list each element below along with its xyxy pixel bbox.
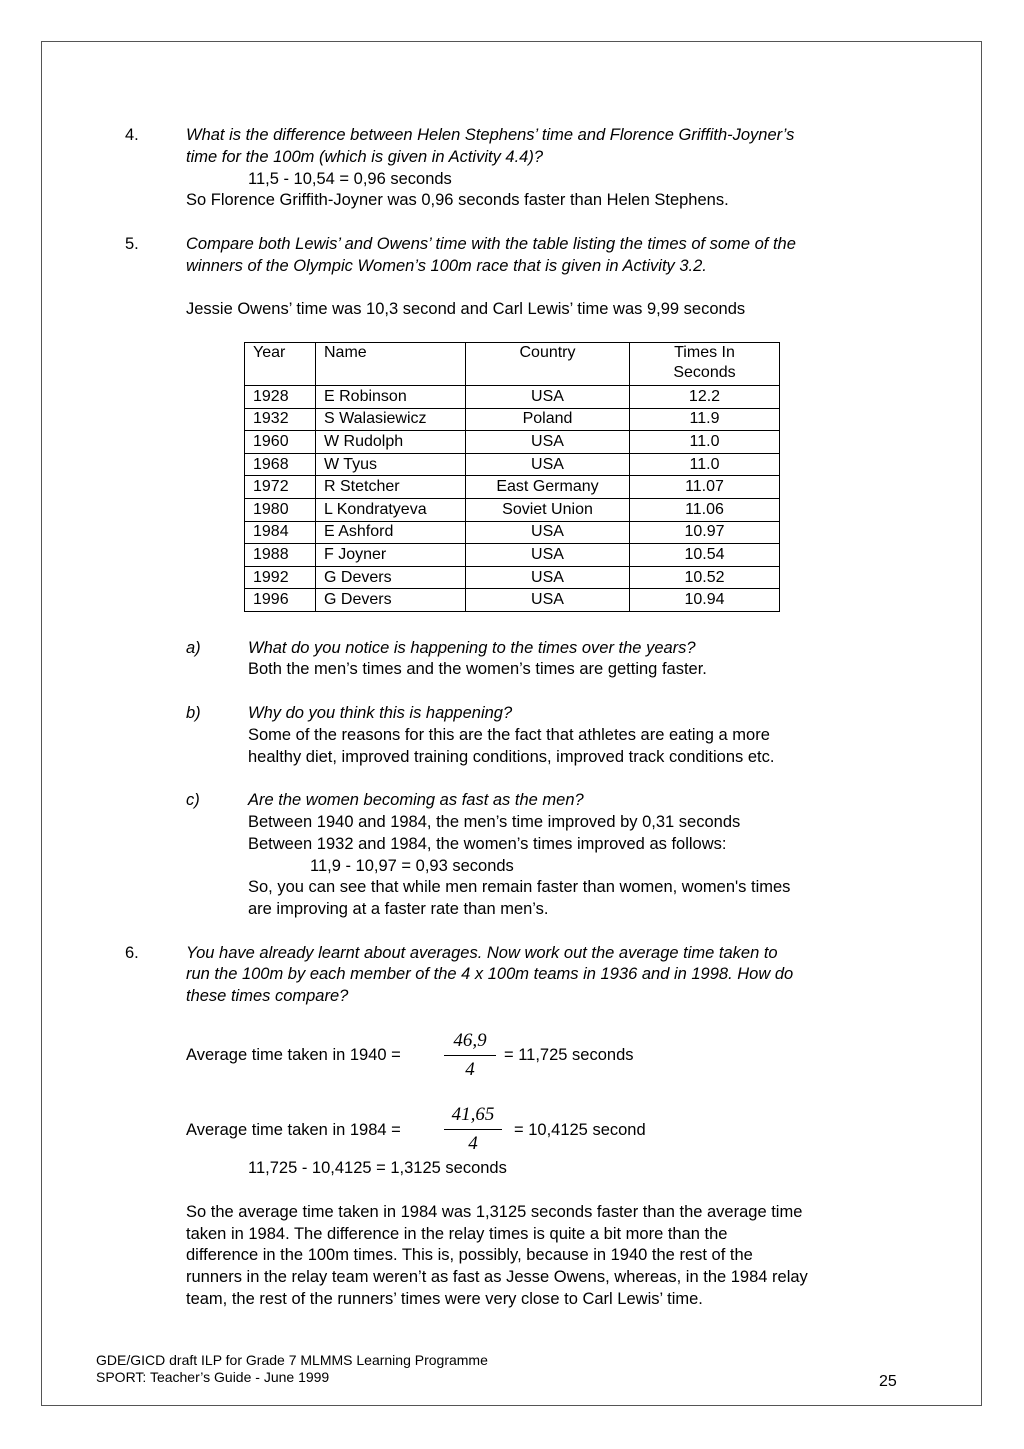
q6-conclusion-line4: runners in the relay team weren’t as fast as Jesse Owens, whereas, in the 1984 relay <box>186 1268 808 1286</box>
avg1940-denominator: 4 <box>465 1059 475 1080</box>
cell-year: 1932 <box>245 408 316 431</box>
q5c-line4: are improving at a faster rate than men’s. <box>248 900 549 918</box>
avg1940-label: Average time taken in 1940 = <box>186 1046 401 1064</box>
q5c-line2: Between 1932 and 1984, the women’s times improved as follows: <box>248 835 727 853</box>
cell-year: 1980 <box>245 498 316 521</box>
q6-conclusion-line5: team, the rest of the runners’ times were very close to Carl Lewis’ time. <box>186 1290 703 1308</box>
header-country: Country <box>466 343 630 386</box>
q5c-calculation: 11,9 - 10,97 = 0,93 seconds <box>310 857 514 875</box>
q5b-question: Why do you think this is happening? <box>248 704 513 722</box>
q5c-label: c) <box>186 791 200 809</box>
cell-name: L Kondratyeva <box>316 498 466 521</box>
cell-time: 10.54 <box>630 544 780 567</box>
table-row <box>245 566 780 589</box>
q5-question-line1: Compare both Lewis’ and Owens’ time with the table listing the times of some of the <box>186 235 796 253</box>
cell-time: 10.97 <box>630 521 780 544</box>
q6-question-line3: these times compare? <box>186 987 349 1005</box>
footer-line1: GDE/GICD draft ILP for Grade 7 MLMMS Learning Programme <box>96 1352 488 1368</box>
cell-name: F Joyner <box>316 544 466 567</box>
q5-question-line2: winners of the Olympic Women’s 100m race that is given in Activity 3.2. <box>186 257 707 275</box>
cell-time: 11.0 <box>630 431 780 454</box>
q6-question-line2: run the 100m by each member of the 4 x 100m teams in 1936 and in 1998. How do <box>186 965 794 983</box>
cell-time: 11.06 <box>630 498 780 521</box>
q6-conclusion-line2: taken in 1984. The difference in the relay times is quite a bit more than the <box>186 1225 728 1243</box>
table-row <box>245 408 780 431</box>
table-row <box>245 498 780 521</box>
cell-country: USA <box>466 521 630 544</box>
avg1940-fraction <box>444 1030 496 1081</box>
q5c-line3: So, you can see that while men remain faster than women, women's times <box>248 878 791 896</box>
cell-year: 1968 <box>245 453 316 476</box>
q6-number: 6. <box>125 944 139 962</box>
cell-time: 12.2 <box>630 386 780 409</box>
cell-country: USA <box>466 386 630 409</box>
header-times-line2: Seconds <box>673 364 736 381</box>
q5-statement: Jessie Owens’ time was 10,3 second and Carl Lewis’ time was 9,99 seconds <box>186 300 746 318</box>
footer-line2: SPORT: Teacher’s Guide - June 1999 <box>96 1369 330 1385</box>
page-number: 25 <box>879 1373 897 1390</box>
cell-country: USA <box>466 431 630 454</box>
table-row <box>245 431 780 454</box>
header-times-line1: Times In <box>674 344 735 361</box>
q4-question-line2: time for the 100m (which is given in Activity 4.4)? <box>186 148 544 166</box>
q5b-answer-line2: healthy diet, improved training conditions, improved track conditions etc. <box>248 748 775 766</box>
cell-country: Poland <box>466 408 630 431</box>
avg1940-result: = 11,725 seconds <box>504 1046 634 1064</box>
cell-time: 10.94 <box>630 589 780 612</box>
header-year: Year <box>245 343 316 386</box>
header-times <box>630 343 780 386</box>
cell-time: 10.52 <box>630 566 780 589</box>
cell-time: 11.9 <box>630 408 780 431</box>
table-row <box>245 386 780 409</box>
q6-conclusion-line3: difference in the 100m times. This is, possibly, because in 1940 the rest of the <box>186 1246 753 1264</box>
table-row <box>245 589 780 612</box>
q5a-answer: Both the men’s times and the women’s times are getting faster. <box>248 660 707 678</box>
q5-number: 5. <box>125 235 139 253</box>
cell-year: 1988 <box>245 544 316 567</box>
cell-name: W Rudolph <box>316 431 466 454</box>
cell-year: 1992 <box>245 566 316 589</box>
cell-time: 11.07 <box>630 476 780 499</box>
avg1984-fraction <box>444 1104 502 1155</box>
cell-country: East Germany <box>466 476 630 499</box>
cell-year: 1996 <box>245 589 316 612</box>
cell-country: USA <box>466 453 630 476</box>
cell-name: R Stetcher <box>316 476 466 499</box>
cell-name: W Tyus <box>316 453 466 476</box>
avg1984-result: = 10,4125 second <box>514 1121 646 1139</box>
q4-calculation: 11,5 - 10,54 = 0,96 seconds <box>248 170 452 188</box>
q5a-question: What do you notice is happening to the times over the years? <box>248 639 696 657</box>
avg1984-denominator: 4 <box>468 1133 478 1154</box>
cell-country: USA <box>466 544 630 567</box>
cell-name: G Devers <box>316 566 466 589</box>
cell-name: G Devers <box>316 589 466 612</box>
cell-time: 11.0 <box>630 453 780 476</box>
q4-number: 4. <box>125 126 139 144</box>
table-row <box>245 453 780 476</box>
header-name: Name <box>316 343 466 386</box>
avg1984-numerator: 41,65 <box>444 1104 502 1130</box>
olympic-results-table <box>244 342 780 612</box>
table-row <box>245 476 780 499</box>
cell-year: 1984 <box>245 521 316 544</box>
q5b-label: b) <box>186 704 201 722</box>
cell-year: 1928 <box>245 386 316 409</box>
avg1940-numerator: 46,9 <box>444 1030 496 1056</box>
q5a-label: a) <box>186 639 201 657</box>
cell-name: S Walasiewicz <box>316 408 466 431</box>
q5b-answer-line1: Some of the reasons for this are the fact that athletes are eating a more <box>248 726 770 744</box>
cell-country: USA <box>466 566 630 589</box>
cell-year: 1960 <box>245 431 316 454</box>
q6-conclusion-line1: So the average time taken in 1984 was 1,3125 seconds faster than the average time <box>186 1203 803 1221</box>
cell-name: E Ashford <box>316 521 466 544</box>
q6-question-line1: You have already learnt about averages. Now work out the average time taken to <box>186 944 778 962</box>
table-body <box>245 386 780 612</box>
cell-country: Soviet Union <box>466 498 630 521</box>
avg1984-label: Average time taken in 1984 = <box>186 1121 401 1139</box>
cell-name: E Robinson <box>316 386 466 409</box>
table-row <box>245 544 780 567</box>
q5c-question: Are the women becoming as fast as the men? <box>248 791 584 809</box>
table-row <box>245 521 780 544</box>
q6-difference: 11,725 - 10,4125 = 1,3125 seconds <box>248 1159 507 1177</box>
q4-answer: So Florence Griffith-Joyner was 0,96 seconds faster than Helen Stephens. <box>186 191 729 209</box>
q5c-line1: Between 1940 and 1984, the men’s time improved by 0,31 seconds <box>248 813 741 831</box>
q4-question-line1: What is the difference between Helen Stephens’ time and Florence Griffith-Joyner’s <box>186 126 795 144</box>
cell-country: USA <box>466 589 630 612</box>
table-header-row <box>245 343 780 386</box>
cell-year: 1972 <box>245 476 316 499</box>
